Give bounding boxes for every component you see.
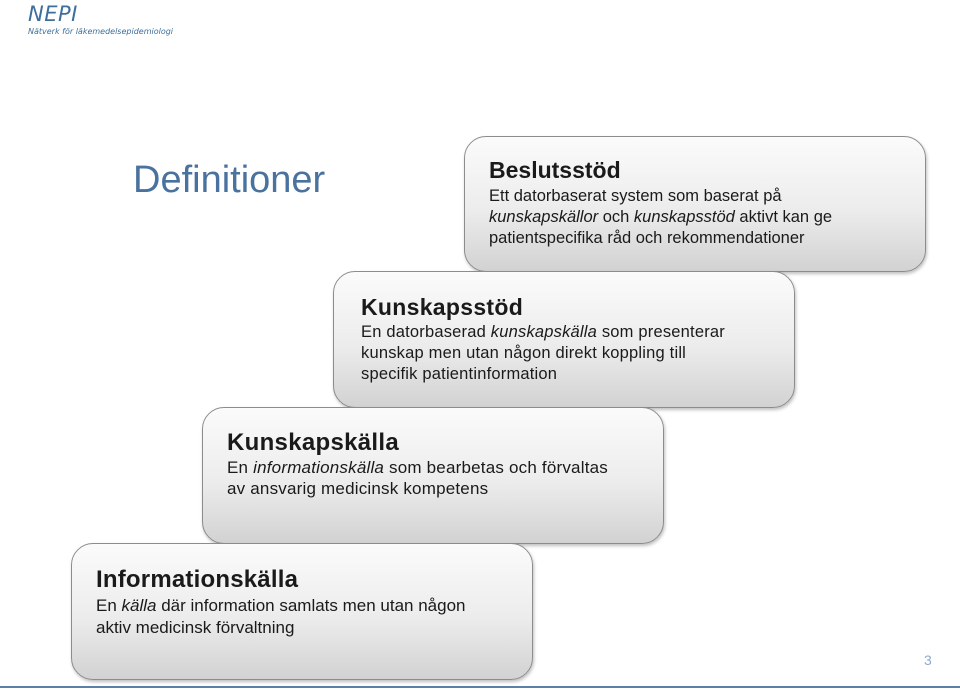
text-segment: aktiv medicinsk förvaltning [96, 618, 295, 637]
nepi-logo [28, 2, 173, 37]
box-text [96, 595, 512, 639]
text-emphasis: informationskälla [253, 458, 385, 477]
text-segment: patientspecifika råd och rekommendationer [489, 229, 805, 247]
text-emphasis: källa [121, 596, 157, 615]
slide-title: Definitioner [133, 159, 326, 201]
text-segment: av ansvarig medicinsk kompetens [227, 479, 489, 498]
text-segment: där information samlats men utan någon [156, 596, 466, 615]
box-heading: Beslutsstöd [489, 157, 621, 183]
box-heading: Informationskälla [96, 566, 299, 593]
box-kunskapsstod [333, 271, 795, 408]
text-segment: En datorbaserad [361, 323, 491, 341]
box-text [227, 457, 643, 499]
box-informationskalla [71, 543, 533, 680]
bottom-rule [0, 686, 960, 688]
text-segment: som presenterar [597, 323, 725, 341]
box-beslutsstod [464, 136, 926, 272]
logo-tagline: Nätverk för läkemedelsepidemiologi [28, 27, 174, 36]
text-emphasis: kunskapskälla [490, 323, 598, 341]
box-text [361, 322, 768, 385]
text-segment: specifik patientinformation [361, 365, 558, 383]
text-segment: aktivt kan ge [734, 208, 833, 226]
page-number: 3 [924, 652, 932, 668]
text-segment: En [96, 596, 122, 615]
text-segment: kunskap men utan någon direkt koppling till [361, 344, 687, 362]
text-segment: En [227, 458, 254, 477]
text-segment: Ett datorbaserat system som baserat på [489, 187, 782, 205]
logo-name: NEPI [28, 2, 78, 26]
box-text [489, 186, 901, 249]
box-heading: Kunskapsstöd [361, 294, 524, 320]
text-emphasis: kunskapsstöd [633, 208, 735, 226]
text-segment: som bearbetas och förvaltas [384, 458, 608, 477]
text-segment: och [598, 208, 634, 226]
text-emphasis: kunskapskällor [489, 208, 599, 226]
box-heading: Kunskapskälla [227, 429, 399, 456]
box-kunskapskalla [202, 407, 664, 544]
